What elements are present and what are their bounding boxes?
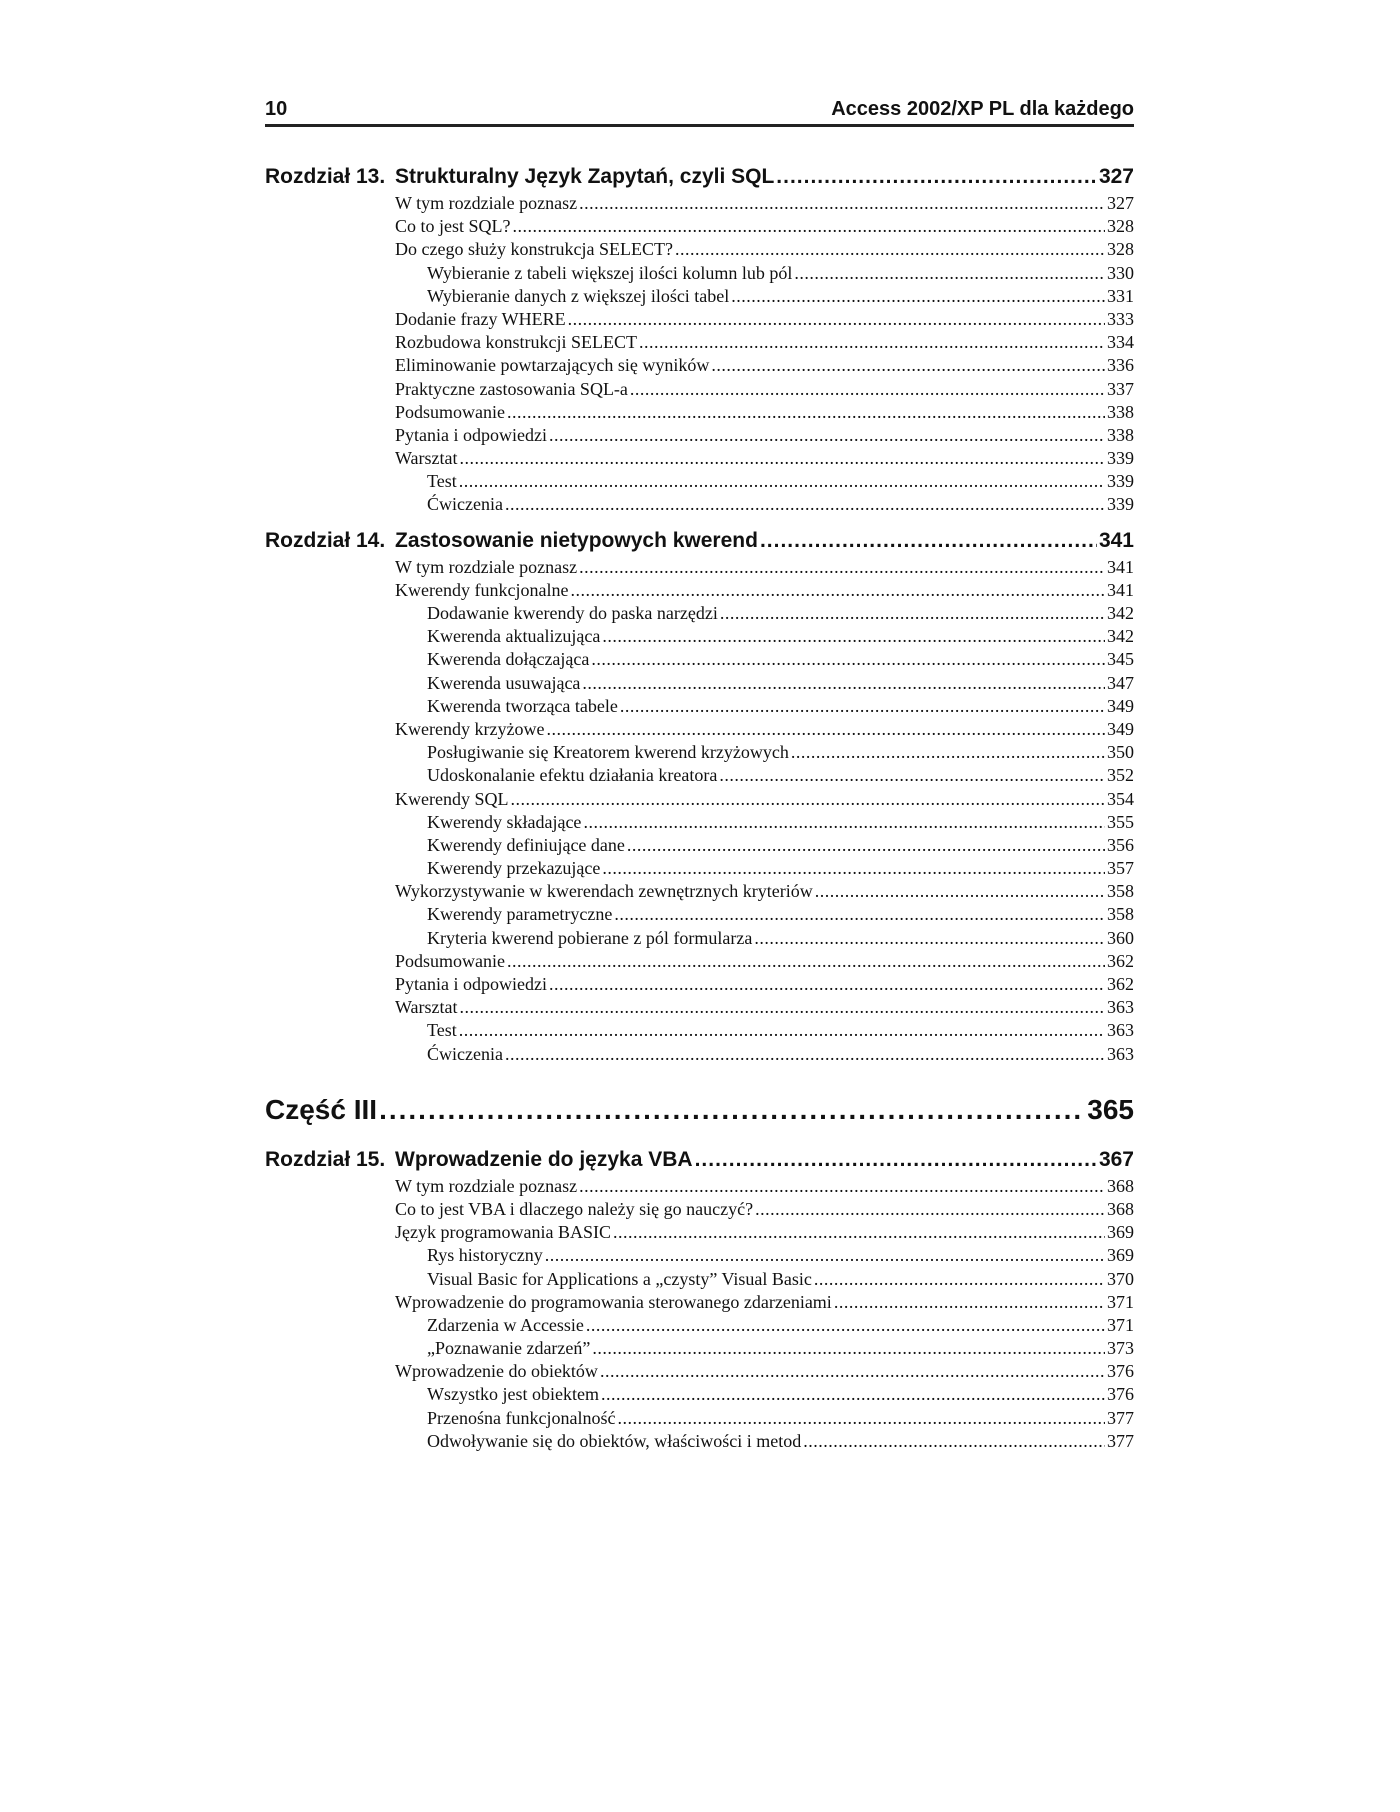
- toc-entry[interactable]: [265, 579, 1134, 602]
- dot-leader: [601, 1383, 1105, 1406]
- dot-leader: [613, 1221, 1105, 1244]
- chapter-heading[interactable]: [265, 525, 1134, 556]
- toc-entry[interactable]: [265, 354, 1134, 377]
- entry-title: Podsumowanie: [395, 401, 505, 422]
- dot-leader: [627, 834, 1105, 857]
- dot-leader: [586, 1314, 1105, 1337]
- entry-title: Wybieranie danych z większej ilości tabel: [427, 285, 730, 306]
- toc-subentry[interactable]: [265, 1383, 1134, 1406]
- dot-leader: [546, 718, 1105, 741]
- entry-page-number: 362: [1107, 950, 1134, 971]
- dot-leader: [579, 1175, 1105, 1198]
- dot-leader: [507, 401, 1105, 424]
- entry-page-number: 331: [1107, 285, 1134, 306]
- dot-leader: [459, 470, 1105, 493]
- dot-leader: [582, 672, 1105, 695]
- dot-leader: [639, 331, 1105, 354]
- dot-leader: [507, 950, 1105, 973]
- entry-title: Podsumowanie: [395, 950, 505, 971]
- toc-entry[interactable]: [265, 192, 1134, 215]
- dot-leader: [754, 927, 1105, 950]
- entry-title: Ćwiczenia: [427, 494, 503, 515]
- toc-entry[interactable]: [265, 1198, 1134, 1221]
- entry-page-number: 342: [1107, 603, 1134, 623]
- dot-leader: [591, 648, 1105, 671]
- entry-title: W tym rozdziale poznasz: [395, 193, 578, 213]
- chapters-before-part: [265, 161, 1134, 1066]
- dot-leader: [617, 1407, 1105, 1430]
- dot-leader: [592, 1337, 1105, 1360]
- entry-page-number: 368: [1107, 1175, 1134, 1196]
- toc-entry[interactable]: [265, 1360, 1134, 1383]
- entry-title: W tym rozdziale poznasz: [395, 556, 578, 577]
- chapter-heading[interactable]: [265, 161, 1134, 192]
- entry-title: Kryteria kwerend pobierane z pól formularza: [427, 927, 753, 948]
- entry-page-number: 349: [1107, 718, 1134, 739]
- entry-title: Rozbudowa konstrukcji SELECT: [395, 332, 637, 353]
- chapter-number: Rozdział 13.: [265, 165, 386, 188]
- entry-title: Kwerendy przekazujące: [427, 858, 601, 879]
- dot-leader: [460, 996, 1105, 1019]
- chapter-title: Zastosowanie nietypowych kwerend: [395, 528, 758, 552]
- toc-subentry[interactable]: [265, 1430, 1134, 1453]
- entry-page-number: 354: [1107, 788, 1134, 809]
- entry-page-number: 338: [1107, 424, 1134, 445]
- toc-subentry[interactable]: [265, 493, 1134, 516]
- dot-leader: [583, 811, 1105, 834]
- dot-leader: [579, 556, 1105, 579]
- toc-subentry[interactable]: [265, 470, 1134, 493]
- entry-title: Wybieranie z tabeli większej ilości kolumn lub pól: [427, 262, 793, 283]
- toc-subentry[interactable]: [265, 764, 1134, 787]
- part-heading[interactable]: [265, 1090, 1134, 1130]
- dot-leader: [803, 1430, 1105, 1453]
- entry-page-number: 369: [1107, 1222, 1134, 1243]
- dot-leader: [711, 354, 1105, 377]
- entry-page-number: 345: [1107, 649, 1134, 670]
- dot-leader: [579, 192, 1105, 215]
- entry-page-number: 339: [1107, 494, 1134, 515]
- toc-subentry[interactable]: [265, 672, 1134, 695]
- entry-title: Kwerendy składające: [427, 811, 582, 832]
- entry-title: Przenośna funkcjonalność: [427, 1407, 616, 1428]
- chapter-page-number: 327: [1098, 165, 1134, 188]
- entry-page-number: 377: [1107, 1407, 1134, 1428]
- entry-title: Co to jest SQL?: [395, 216, 511, 237]
- entry-title: Kwerendy funkcjonalne: [395, 579, 569, 600]
- entry-page-number: 347: [1107, 672, 1134, 693]
- dot-leader: [602, 857, 1105, 880]
- part-page-number: 365: [1087, 1093, 1134, 1125]
- toc-subentry[interactable]: [265, 1314, 1134, 1337]
- entry-title: Warsztat: [395, 448, 458, 469]
- toc-entry-list: [265, 192, 1134, 517]
- entry-page-number: 371: [1107, 1314, 1134, 1335]
- entry-title: „Poznawanie zdarzeń”: [427, 1338, 591, 1359]
- dot-leader: [814, 1268, 1105, 1291]
- entry-title: Kwerenda aktualizująca: [427, 626, 601, 647]
- dot-leader: [731, 285, 1105, 308]
- dot-leader: [549, 973, 1105, 996]
- entry-page-number: 336: [1107, 355, 1134, 376]
- entry-title: Pytania i odpowiedzi: [395, 974, 547, 994]
- entry-title: Kwerendy SQL: [395, 788, 509, 809]
- book-title: Access 2002/XP PL dla każdego: [831, 98, 1134, 120]
- toc-subentry[interactable]: [265, 857, 1134, 880]
- toc-entry[interactable]: [265, 308, 1134, 331]
- entry-title: Kwerendy definiujące dane: [427, 834, 625, 855]
- dot-leader: [834, 1291, 1105, 1314]
- entry-page-number: 360: [1107, 927, 1134, 948]
- entry-page-number: 342: [1107, 626, 1134, 647]
- entry-page-number: 352: [1107, 765, 1134, 786]
- toc-subentry[interactable]: [265, 903, 1134, 926]
- toc-subentry[interactable]: [265, 1337, 1134, 1360]
- entry-page-number: 337: [1107, 378, 1134, 399]
- toc-entry[interactable]: [265, 424, 1134, 447]
- entry-page-number: 334: [1107, 332, 1134, 353]
- toc-entry[interactable]: [265, 950, 1134, 973]
- entry-title: Kwerenda usuwająca: [427, 672, 581, 693]
- toc-subentry[interactable]: [265, 1043, 1134, 1066]
- entry-title: Dodanie frazy WHERE: [395, 308, 566, 329]
- entry-page-number: 371: [1107, 1291, 1134, 1312]
- chapter-title: Strukturalny Język Zapytań, czyli SQL: [395, 165, 775, 188]
- chapter: [265, 161, 1134, 517]
- entry-title: Co to jest VBA i dlaczego należy się go nauczyć?: [395, 1198, 754, 1219]
- toc-entry[interactable]: [265, 1291, 1134, 1314]
- entry-title: Rys historyczny: [427, 1245, 543, 1266]
- chapter-number: Rozdział 15.: [265, 1147, 386, 1171]
- toc-entry-list: [265, 556, 1134, 1066]
- entry-title: Praktyczne zastosowania SQL-a: [395, 378, 628, 399]
- toc-subentry[interactable]: [265, 834, 1134, 857]
- chapter-page-number: 367: [1098, 1147, 1134, 1171]
- chapter-heading[interactable]: [265, 1144, 1134, 1175]
- toc-subentry[interactable]: [265, 695, 1134, 718]
- part-title: Część III: [265, 1093, 378, 1125]
- entry-page-number: 350: [1107, 742, 1134, 763]
- entry-page-number: 373: [1107, 1338, 1134, 1359]
- entry-title: Test: [427, 1020, 457, 1041]
- entry-page-number: 328: [1107, 239, 1134, 260]
- toc-subentry[interactable]: [265, 285, 1134, 308]
- entry-page-number: 368: [1107, 1198, 1134, 1219]
- toc-entry-list: [265, 1175, 1134, 1453]
- entry-page-number: 330: [1107, 262, 1134, 283]
- dot-leader: [549, 424, 1105, 447]
- entry-page-number: 362: [1107, 974, 1134, 994]
- dot-leader: [600, 1360, 1105, 1383]
- toc-subentry[interactable]: [265, 1407, 1134, 1430]
- entry-page-number: 349: [1107, 695, 1134, 716]
- toc-entry[interactable]: [265, 1221, 1134, 1244]
- dot-leader: [505, 493, 1105, 516]
- toc-subentry[interactable]: [265, 262, 1134, 285]
- toc-entry[interactable]: [265, 880, 1134, 903]
- toc-subentry[interactable]: [265, 602, 1134, 625]
- dot-leader: [510, 788, 1105, 811]
- dot-leader: [675, 238, 1105, 261]
- entry-page-number: 369: [1107, 1245, 1134, 1266]
- entry-page-number: 376: [1107, 1384, 1134, 1405]
- entry-title: Wprowadzenie do programowania sterowanego zdarzeniami: [395, 1291, 832, 1312]
- entry-page-number: 363: [1107, 1020, 1134, 1041]
- entry-title: Wszystko jest obiektem: [427, 1384, 599, 1405]
- toc-entry[interactable]: [265, 238, 1134, 261]
- entry-page-number: 327: [1107, 193, 1134, 213]
- dot-leader: [776, 161, 1097, 192]
- running-head: [265, 97, 1134, 127]
- entry-title: Dodawanie kwerendy do paska narzędzi: [427, 603, 718, 623]
- toc-subentry[interactable]: [265, 927, 1134, 950]
- entry-title: Kwerenda dołączająca: [427, 649, 590, 670]
- entry-title: Test: [427, 471, 457, 492]
- dot-leader: [505, 1043, 1105, 1066]
- entry-page-number: 341: [1107, 579, 1134, 600]
- entry-title: Kwerendy parametryczne: [427, 904, 613, 925]
- dot-leader: [695, 1144, 1097, 1175]
- entry-page-number: 363: [1107, 1043, 1134, 1064]
- entry-title: Visual Basic for Applications a „czysty” Visual Basic: [427, 1268, 812, 1289]
- toc-subentry[interactable]: [265, 625, 1134, 648]
- toc-entry[interactable]: [265, 788, 1134, 811]
- toc-subentry[interactable]: [265, 741, 1134, 764]
- dot-leader: [720, 602, 1105, 625]
- chapter: [265, 525, 1134, 1066]
- dot-leader: [379, 1090, 1085, 1130]
- dot-leader: [630, 378, 1105, 401]
- dot-leader: [614, 903, 1105, 926]
- dot-leader: [570, 579, 1105, 602]
- toc-subentry[interactable]: [265, 1268, 1134, 1291]
- toc-entry[interactable]: [265, 718, 1134, 741]
- toc-entry[interactable]: [265, 447, 1134, 470]
- entry-title: Kwerenda tworząca tabele: [427, 695, 618, 716]
- entry-page-number: 358: [1107, 881, 1134, 902]
- dot-leader: [620, 695, 1105, 718]
- dot-leader: [460, 447, 1105, 470]
- entry-page-number: 363: [1107, 997, 1134, 1018]
- entry-title: Pytania i odpowiedzi: [395, 424, 547, 445]
- entry-page-number: 341: [1107, 556, 1134, 577]
- toc-subentry[interactable]: [265, 648, 1134, 671]
- entry-page-number: 355: [1107, 811, 1134, 832]
- entry-title: Do czego służy konstrukcja SELECT?: [395, 239, 673, 260]
- entry-page-number: 356: [1107, 834, 1134, 855]
- toc-subentry[interactable]: [265, 1244, 1134, 1267]
- entry-title: Język programowania BASIC: [395, 1222, 611, 1243]
- dot-leader: [719, 764, 1105, 787]
- entry-title: Ćwiczenia: [427, 1043, 503, 1064]
- dot-leader: [794, 262, 1105, 285]
- dot-leader: [760, 525, 1097, 556]
- dot-leader: [513, 215, 1106, 238]
- dot-leader: [459, 1019, 1105, 1042]
- dot-leader: [602, 625, 1105, 648]
- chapter-number: Rozdział 14.: [265, 528, 386, 552]
- chapter-title: Wprowadzenie do języka VBA: [395, 1147, 693, 1171]
- toc-page: [265, 97, 1134, 1453]
- entry-title: Wprowadzenie do obiektów: [395, 1361, 598, 1382]
- entry-title: Warsztat: [395, 997, 458, 1018]
- toc-entry[interactable]: [265, 996, 1134, 1019]
- entry-title: Wykorzystywanie w kwerendach zewnętrznych kryteriów: [395, 881, 813, 902]
- toc-entry[interactable]: [265, 401, 1134, 424]
- entry-page-number: 328: [1107, 216, 1134, 237]
- entry-page-number: 358: [1107, 904, 1134, 925]
- toc-subentry[interactable]: [265, 811, 1134, 834]
- toc-entry[interactable]: [265, 331, 1134, 354]
- chapter-page-number: 341: [1098, 528, 1134, 552]
- dot-leader: [791, 741, 1105, 764]
- entry-title: Zdarzenia w Accessie: [427, 1314, 584, 1335]
- entry-title: Kwerendy krzyżowe: [395, 718, 545, 739]
- entry-title: Eliminowanie powtarzających się wyników: [395, 355, 710, 376]
- entry-title: Udoskonalanie efektu działania kreatora: [427, 765, 718, 786]
- chapters-after-part: [265, 1144, 1134, 1453]
- dot-leader: [815, 880, 1105, 903]
- entry-page-number: 370: [1107, 1268, 1134, 1289]
- entry-title: W tym rozdziale poznasz: [395, 1175, 578, 1196]
- entry-page-number: 338: [1107, 401, 1134, 422]
- entry-page-number: 333: [1107, 308, 1134, 329]
- entry-page-number: 357: [1107, 858, 1134, 879]
- toc-entry[interactable]: [265, 556, 1134, 579]
- toc-entry[interactable]: [265, 1175, 1134, 1198]
- dot-leader: [755, 1198, 1105, 1221]
- entry-page-number: 339: [1107, 471, 1134, 492]
- toc-subentry[interactable]: [265, 1019, 1134, 1042]
- entry-page-number: 339: [1107, 448, 1134, 469]
- entry-page-number: 377: [1107, 1430, 1134, 1451]
- dot-leader: [568, 308, 1105, 331]
- toc-entry[interactable]: [265, 973, 1134, 996]
- chapter: [265, 1144, 1134, 1453]
- toc-entry[interactable]: [265, 215, 1134, 238]
- toc-entry[interactable]: [265, 378, 1134, 401]
- entry-page-number: 376: [1107, 1361, 1134, 1382]
- entry-title: Posługiwanie się Kreatorem kwerend krzyżowych: [427, 742, 789, 763]
- page-number: 10: [265, 98, 288, 120]
- entry-title: Odwoływanie się do obiektów, właściwości i metod: [427, 1430, 802, 1451]
- dot-leader: [545, 1244, 1105, 1267]
